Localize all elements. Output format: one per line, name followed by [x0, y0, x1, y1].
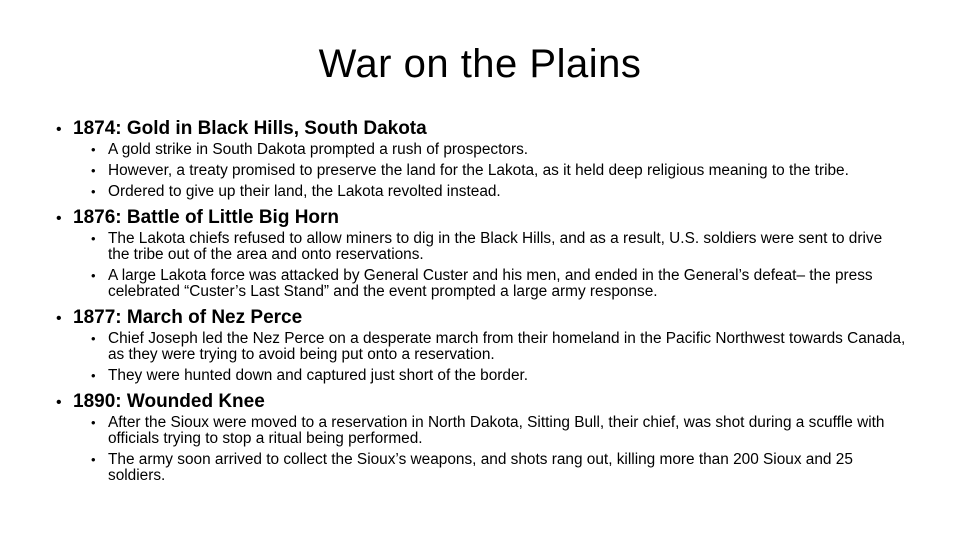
bullet-icon: •	[91, 415, 96, 430]
slide-content	[56, 117, 906, 490]
bullet-icon: •	[91, 163, 96, 178]
section-heading-row	[56, 390, 906, 415]
bullet-icon: •	[91, 231, 96, 246]
bullet-icon: •	[91, 268, 96, 283]
sub-bullet-list	[91, 231, 906, 300]
section-1876	[56, 206, 906, 300]
list-item	[91, 184, 906, 200]
section-1877	[56, 306, 906, 384]
list-item-text: However, a treaty promised to preserve the land for the Lakota, as it held deep religious meaning to the tribe.	[108, 162, 849, 179]
list-item	[91, 142, 906, 158]
slide-title: War on the Plains	[318, 42, 642, 86]
section-heading: 1890: Wounded Knee	[73, 391, 265, 412]
list-item	[91, 368, 906, 384]
list-item-text: The army soon arrived to collect the Sioux’s weapons, and shots rang out, killing more than 200 Sioux and 25 soldiers.	[108, 451, 853, 484]
sub-bullet-list	[91, 331, 906, 384]
list-item	[91, 268, 906, 300]
bullet-icon: •	[91, 142, 96, 157]
section-heading-row	[56, 306, 906, 331]
list-item-text: A large Lakota force was attacked by General Custer and his men, and ended in the General’s defeat– the press celebrated “Custer’s Last Stand” and the event prompted a large army response.	[108, 267, 873, 300]
section-1890	[56, 390, 906, 484]
list-item	[91, 231, 906, 263]
section-1874	[56, 117, 906, 200]
bullet-icon: •	[91, 368, 96, 383]
bullet-icon: •	[56, 310, 62, 327]
bullet-icon: •	[56, 121, 62, 138]
list-item	[91, 163, 906, 179]
bullet-icon: •	[91, 184, 96, 199]
list-item	[91, 415, 906, 447]
section-heading-row	[56, 206, 906, 231]
bullet-icon: •	[91, 331, 96, 346]
list-item-text: They were hunted down and captured just short of the border.	[108, 367, 529, 384]
list-item-text: Chief Joseph led the Nez Perce on a desperate march from their homeland in the Pacific Northwest towards Canada, as they were trying to avoid being put onto a reservation.	[108, 330, 906, 363]
bullet-icon: •	[91, 452, 96, 467]
bullet-icon: •	[56, 394, 62, 411]
section-heading: 1877: March of Nez Perce	[73, 307, 303, 328]
list-item-text: Ordered to give up their land, the Lakota revolted instead.	[108, 183, 501, 200]
section-heading: 1876: Battle of Little Big Horn	[73, 207, 340, 228]
section-heading-row	[56, 117, 906, 142]
bullet-icon: •	[56, 210, 62, 227]
list-item	[91, 452, 906, 484]
list-item-text: The Lakota chiefs refused to allow miners to dig in the Black Hills, and as a result, U.S. soldiers were sent to drive the tribe out of the area and onto reservations.	[108, 230, 883, 263]
list-item-text: A gold strike in South Dakota prompted a rush of prospectors.	[108, 141, 529, 158]
sub-bullet-list	[91, 415, 906, 484]
list-item-text: After the Sioux were moved to a reservation in North Dakota, Sitting Bull, their chief, was shot during a scuffle with officials trying to stop a ritual being performed.	[108, 414, 885, 447]
list-item	[91, 331, 906, 363]
sub-bullet-list	[91, 142, 906, 200]
section-heading: 1874: Gold in Black Hills, South Dakota	[73, 118, 427, 139]
